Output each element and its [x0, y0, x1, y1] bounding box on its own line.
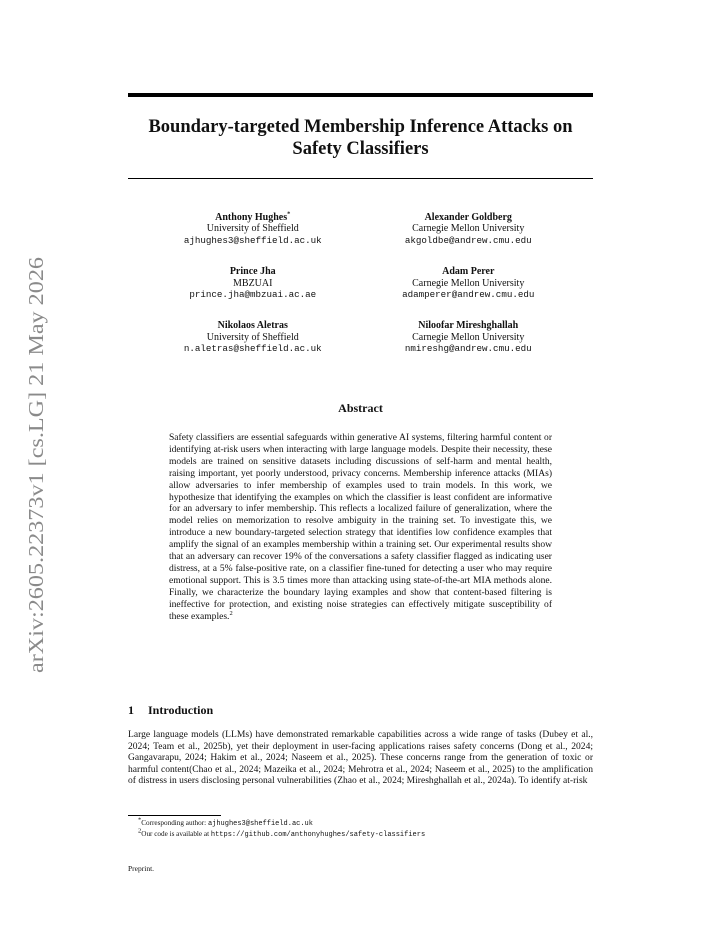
author-affiliation: Carnegie Mellon University [412, 331, 525, 343]
author-name: Niloofar Mireshghallah [418, 320, 519, 332]
footnote-rule [128, 815, 221, 816]
footnote-mark: 2 [138, 827, 142, 835]
abstract-text-body: Safety classifiers are essential safeguards within generative AI systems, filtering harmful content or identifying at-risk users when interacting with large language models. Despite their necessity, these models are trained on sensitive datasets including discussions of self-harm and mental health, raising important, yet poorly understood, privacy concerns. Membership inference attacks (MIAs) allow adversaries to infer membership of examples used to train models. In this work, we hypothesize that identifying the examples on which the classifier is least confident are informative for an adversary to infer membership. This reflects a localized failure of generalization, where the model relies on memorization to resolve ambiguity in the training set. To investigate this, we introduce a new boundary-targeted selection strategy that identifies low confidence examples that amplify the signal of an examples membership within a training set. Our experimental results show that an adversary can recover 19% of the conversations a safety classifier flagged as indicating user distress, at a 5% false-positive rate, on a classifier fine-tuned for detecting a user who may require emotional support. This is 3.5 times more than attacking using state-of-the-art MIA methods alone. Finally, we characterize the boundary laying examples and show that content-based filtering is ineffective for protection, and existing noise strategies can effectively mitigate susceptibility of these examples. [169, 432, 552, 622]
author-entry [366, 212, 572, 246]
author-email[interactable]: adamperer@andrew.cmu.edu [402, 289, 535, 301]
arxiv-identifier-stamp [10, 255, 56, 675]
author-affiliation: University of Sheffield [206, 223, 299, 235]
section-heading-introduction [128, 703, 213, 718]
footnote-email[interactable]: ajhughes3@sheffield.ac.uk [207, 820, 313, 828]
author-email[interactable]: nmireshg@andrew.cmu.edu [404, 343, 532, 355]
section-number: 1 [128, 703, 134, 717]
author-entry [150, 320, 356, 354]
author-affiliation: Carnegie Mellon University [412, 277, 525, 289]
author-email[interactable]: prince.jha@mbzuai.ac.ae [189, 289, 317, 301]
author-entry [150, 212, 356, 246]
author-name: Adam Perer [442, 266, 495, 278]
title-bottom-rule [128, 178, 593, 179]
footnotes [138, 818, 425, 840]
abstract-footnote-mark: 2 [229, 609, 233, 617]
abstract-text [169, 432, 552, 623]
author-affiliation: MBZUAI [233, 277, 273, 289]
footnote-code-link[interactable]: https://github.com/anthonyhughes/safety-classifiers [210, 831, 426, 839]
author-entry [150, 266, 356, 300]
footnote-text: Our code is available at [141, 830, 211, 838]
author-email[interactable]: akgoldbe@andrew.cmu.edu [404, 234, 532, 246]
preprint-label: Preprint. [128, 864, 155, 873]
author-email[interactable]: ajhughes3@sheffield.ac.uk [183, 234, 322, 246]
author-affiliation: Carnegie Mellon University [412, 223, 525, 235]
author-name: Nikolaos Aletras [217, 320, 288, 332]
introduction-text: Large language models (LLMs) have demonstrated remarkable capabilities across a wide range of tasks (Dubey et al., 2024; Team et al., 2025b), yet their deployment in user-facing applications raises safety concerns (Dong et al., 2024; Gangavarapu, 2024; Hakim et al., 2024; Naseem et al., 2025). These concerns range from the generation of toxic or harmful content(Chao et al., 2024; Mazeika et al., 2024; Mehrotra et al., 2024; Naseem et al., 2025) to the amplification of distress in users disclosing personal vulnerabilities (Zhao et al., 2024; Mireshghallah et al., 2024a). To identify at-risk [128, 729, 593, 787]
author-email[interactable]: n.aletras@sheffield.ac.uk [183, 343, 322, 355]
author-entry [366, 320, 572, 354]
author-name: Anthony Hughes [215, 212, 288, 223]
arxiv-identifier-text: arXiv:2605.22373v1 [cs.LG] 21 May 2026 [24, 311, 48, 673]
footnote-text: Corresponding author: [141, 819, 208, 827]
author-name: Alexander Goldberg [424, 212, 512, 223]
author-name: Prince Jha [229, 266, 276, 278]
title-top-rule [128, 93, 593, 97]
footnote-mark: * [138, 816, 142, 824]
paper-title: Boundary-targeted Membership Inference Attacks on Safety Classifiers [148, 117, 573, 159]
author-affiliation: University of Sheffield [206, 331, 299, 343]
footnote-corresponding-author [138, 818, 425, 829]
footnote-code-availability [138, 829, 425, 840]
author-footnote-mark: * [287, 210, 291, 218]
section-title: Introduction [148, 703, 214, 717]
abstract-heading: Abstract [338, 401, 383, 415]
author-entry [366, 266, 572, 300]
author-block [150, 212, 571, 355]
